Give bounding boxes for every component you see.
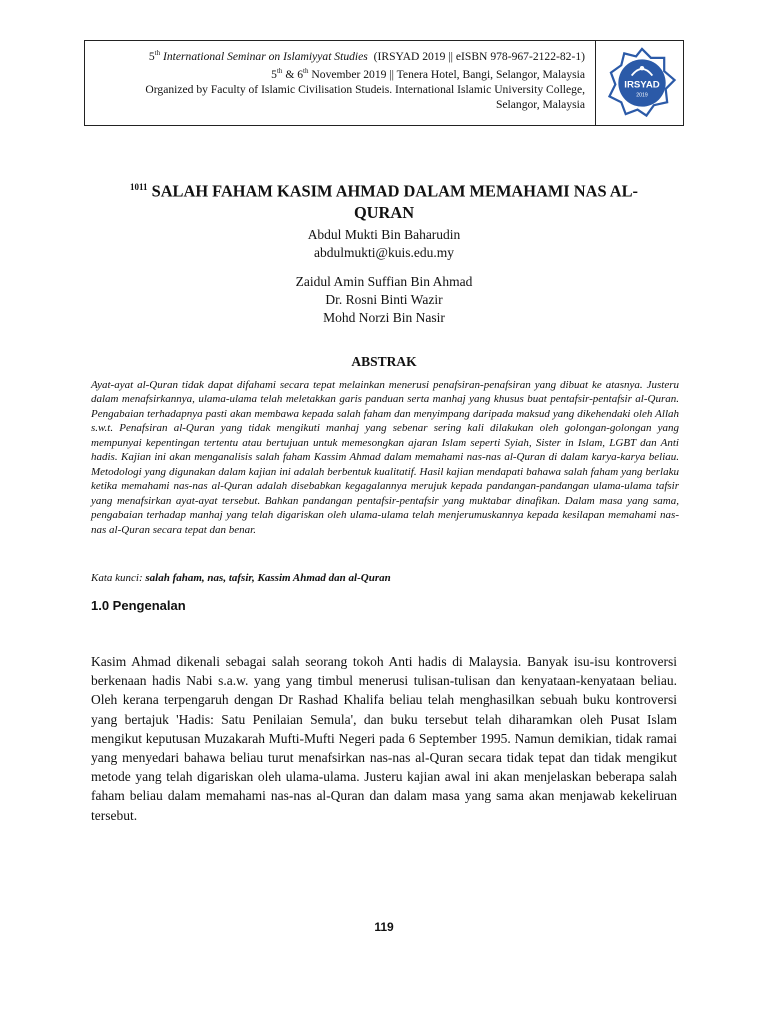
- title-line-2: QURAN: [353, 203, 415, 223]
- header-line-4: Selangor, Malaysia: [495, 97, 585, 111]
- abstract-heading: ABSTRAK: [351, 354, 417, 369]
- logo-text: IRSYAD: [624, 79, 660, 91]
- irsyad-logo: [605, 46, 679, 120]
- section-heading: 1.0 Pengenalan: [91, 598, 186, 613]
- header-divider: [595, 41, 596, 125]
- irsyad-logo-icon: [605, 46, 679, 120]
- conference-header: [84, 40, 684, 126]
- title-number: 1011: [129, 182, 148, 192]
- header-line-2: 5th & 6th November 2019 || Tenera Hotel, Bangi, Selangor, Malaysia: [271, 66, 585, 81]
- title-line-1: SALAH FAHAM KASIM AHMAD DALAM MEMAHAMI NAS AL-: [151, 181, 638, 201]
- author-name-3: Dr. Rosni Binti Wazir: [325, 292, 443, 307]
- header-line-1: 5th International Seminar on Islamiyyat Studies (IRSYAD 2019 || eISBN 978-967-2122-82-1): [148, 49, 585, 63]
- author-email-1: abdulmukti@kuis.edu.my: [314, 245, 454, 260]
- keywords-label: Kata kunci:: [91, 572, 143, 584]
- author-name-4: Mohd Norzi Bin Nasir: [323, 310, 445, 325]
- logo-year: 2019: [636, 92, 648, 99]
- abstract-text: Ayat-ayat al-Quran tidak dapat difahami secara tepat melainkan menerusi penafsiran-penafsiran yang dibuat ke atasnya. Justeru dalam menafsirkannya, ulama-ulama telah meletakkan garis panduan serta manhaj yang khusus buat pentafsir-pentafsir al-Quran. Pengabaian terhadapnya pasti akan membawa kepada salah faham dan menyimpang daripada maksud yang dikehendaki oleh Allah s.w.t. Penafsiran al-Quran yang tidak mengikuti manhaj yang sebenar sering kali dilakukan oleh golongan-golongan yang mempunyai kepentingan tertentu atau bertujuan untuk memesongkan ajaran Islam seperti Syiah, Sister in Islam, LGBT dan Anti hadis. Kajian ini akan menganalisis salah faham Kassim Ahmad dalam memahami nas-nas al-Quran di dalam karya-karya beliau. Metodologi yang digunakan dalam kajian ini adalah berbentuk kualitatif. Hasil kajian mendapati bahawa salah faham yang berlaku ketika memahami nas-nas al-Quran adalah disebabkan kegagalannya merujuk kepada pandangan-pandangan ulama-ulama tafsir yang menafsirkan ayat-ayat tersebut. Bahkan pandangan pentafsir-pentafsir yang muktabar dinafikan. Dalam masa yang sama, pengabaian terhadap manhaj yang telah digariskan oleh ulama-ulama telah menjerumuskannya kepada kesilapan memahami nas-nas al-Quran secara tepat dan benar.: [91, 379, 679, 536]
- paper-title: [80, 176, 688, 224]
- author-name-2: Zaidul Amin Suffian Bin Ahmad: [295, 274, 473, 289]
- author-name-1: Abdul Mukti Bin Baharudin: [307, 227, 461, 242]
- author-list: [84, 226, 684, 327]
- header-line-3: Organized by Faculty of Islamic Civilisation Studeis. International Islamic University College,: [145, 82, 585, 96]
- page-number: 119: [374, 920, 394, 934]
- keywords-value: salah faham, nas, tafsir, Kassim Ahmad dan al-Quran: [145, 572, 391, 584]
- keywords: [91, 572, 679, 584]
- intro-paragraph: Kasim Ahmad dikenali sebagai salah seorang tokoh Anti hadis di Malaysia. Banyak isu-isu kontroversi berkenaan hadis Nabi s.a.w. yang yang timbul menerusi tulisan-tulisan dan kenyataan-kenyataan beliau. Oleh kerana terpengaruh dengan Dr Rashad Khalifa beliau telah menghasilkan sebuah buku kontroversi yang bertajuk 'Hadis: Satu Penilaian Semula', dan buku tersebut telah diharamkan oleh Pusat Islam mengikut keputusan Muzakarah Mufti-Mufti Negeri pada 6 September 1995. Namun demikian, tidak ramai yang menyedari bahawa beliau turut menafsirkan nas-nas al-Quran secara tidak tepat dan tidak mengikut metode yang telah digariskan oleh ulama-ulama. Justeru kajian awal ini akan menjelaskan beberapa salah faham beliau dalam memahami nas-nas al-Quran dan dalam masa yang sama akan menjawab kekeliruan tersebut.: [91, 654, 677, 823]
- header-text: [85, 46, 585, 112]
